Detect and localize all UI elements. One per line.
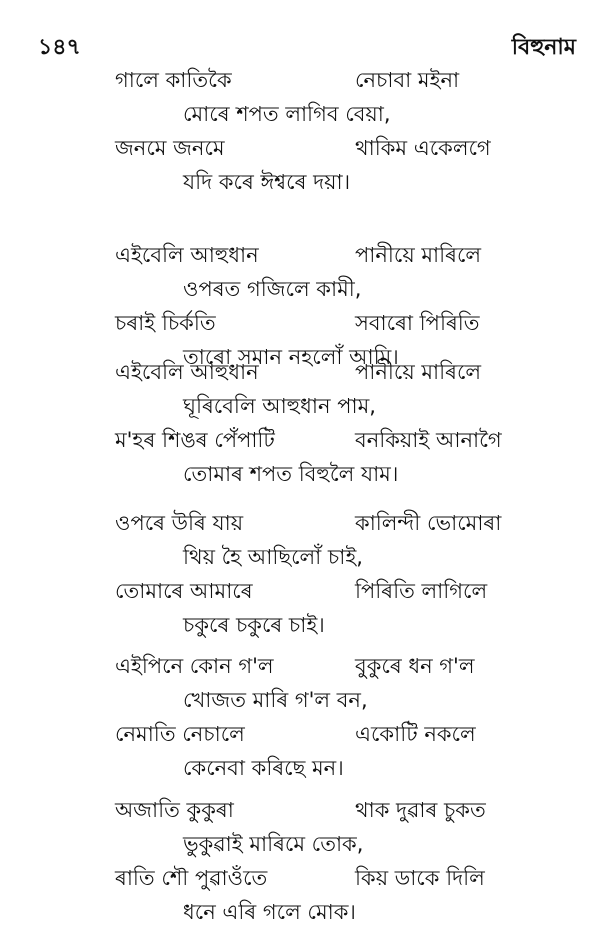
page-number: ১৪৭ xyxy=(38,35,81,60)
verse-line-indented: ওপৰত গজিলে কামী, xyxy=(183,277,362,301)
verse-line-left-half: নেমাতি নেচালে xyxy=(115,722,245,746)
verse-line-right-half: বুকুৰে ধন গ'ল xyxy=(355,654,475,678)
verse-line-right-half: পিৰিতি লাগিলে xyxy=(355,579,488,603)
verse-line-indented: থিয় হৈ আছিলোঁ চাই, xyxy=(183,545,363,569)
verse-line-right-half: কালিন্দী ভোমোৰা xyxy=(355,511,502,535)
verse-line-left-half: তোমাৰে আমাৰে xyxy=(115,579,253,603)
verse-line-left-half: ৰাতি শৌ পুৱাওঁতে xyxy=(115,866,268,890)
verse-line-left-half: ম'হৰ শিঙৰ পেঁপাটি xyxy=(115,428,275,452)
verse-line-right-half: থাকিম একেলগে xyxy=(355,136,491,160)
verse-line-right-half: পানীয়ে মাৰিলে xyxy=(355,243,482,267)
verse-line-left-half: চৰাই চিৰ্কতি xyxy=(115,311,216,335)
verse-line-indented: খোজত মাৰি গ'ল বন, xyxy=(183,688,368,712)
verse-line-left-half: এইবেলি আহুধান xyxy=(115,360,259,384)
verse-line-indented: ভুকুৱাই মাৰিমে তোক, xyxy=(183,832,364,856)
running-title: বিহুনাম xyxy=(511,35,576,60)
verse-line-right-half: কিয় ডাকে দিলি xyxy=(355,866,485,890)
verse-line-indented: মোৰে শপত লাগিব বেয়া, xyxy=(183,102,391,126)
verse-line-indented: যদি কৰে ঈশ্বৰে দয়া। xyxy=(183,170,351,194)
verse-line-indented: তোমাৰ শপত বিহুলৈ যাম। xyxy=(183,462,399,486)
verse-line-right-half: একোটি নকলে xyxy=(355,722,476,746)
verse-line-indented: তাৰো সমান নহলোঁ আমি। xyxy=(183,345,399,369)
verse-line-left-half: এইবেলি আহুধান xyxy=(115,243,259,267)
verse-line-left-half: গালে কাতিকৈ xyxy=(115,68,232,92)
verse-line-indented: ধনে এৰি গলে মোক। xyxy=(183,900,356,924)
verse-line-right-half: পানীয়ে মাৰিলে xyxy=(355,360,482,384)
verse-line-left-half: ওপৰে উৰি যায় xyxy=(115,511,244,535)
verse-line-indented: ঘূৰিবেলি আহুধান পাম, xyxy=(183,394,376,418)
verse-line-right-half: থাক দুৱাৰ চুকত xyxy=(355,798,486,822)
verse-line-left-half: এইপিনে কোন গ'ল xyxy=(115,654,274,678)
verse-line-left-half: জনমে জনমে xyxy=(115,136,225,160)
verse-line-left-half: অজাতি কুকুৰা xyxy=(115,798,234,822)
verse-line-right-half: বনকিয়াই আনাগৈ xyxy=(355,428,502,452)
verse-line-right-half: নেচাবা মইনা xyxy=(355,68,460,92)
verse-line-indented: চকুৰে চকুৰে চাই। xyxy=(183,613,325,637)
verse-line-indented: কেনেবা কৰিছে মন। xyxy=(183,756,344,780)
verse-line-right-half: সবাৰো পিৰিতি xyxy=(355,311,480,335)
